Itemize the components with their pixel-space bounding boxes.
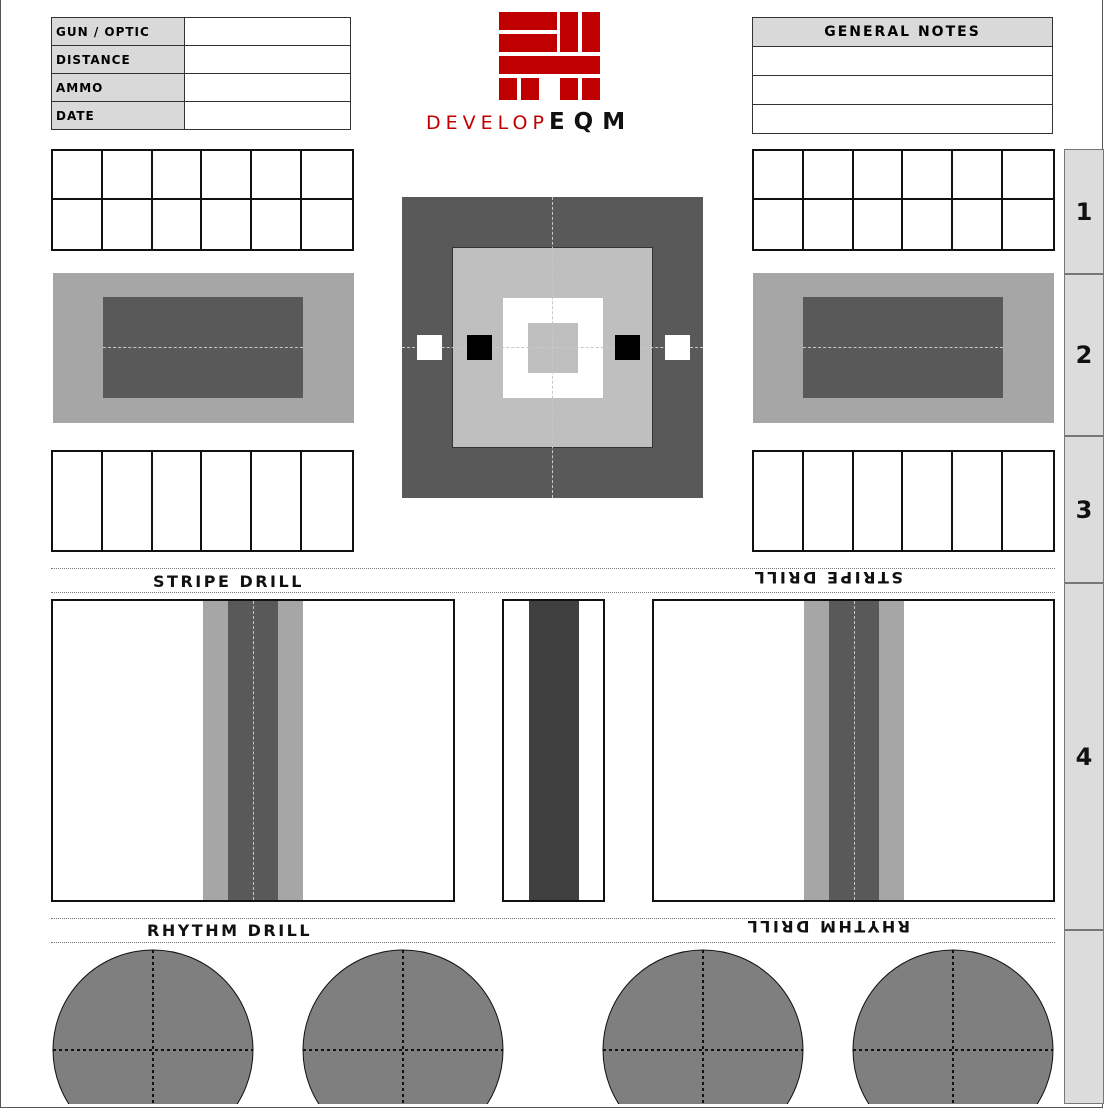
logo-wordmark	[426, 109, 634, 135]
aim-dot-outer-right	[665, 335, 690, 360]
rect-target-left	[53, 273, 354, 423]
stripe-box-center	[502, 599, 605, 902]
info-row-ammo	[52, 74, 351, 102]
info-row-gun-optic	[52, 18, 351, 46]
score-grid-right-bottom[interactable]	[752, 450, 1055, 552]
notes-line[interactable]	[753, 47, 1053, 76]
separator	[51, 942, 1055, 943]
stripe-drill-title-mirrored: STRIPE DRILL	[752, 568, 903, 587]
rhythm-circles	[0, 945, 1064, 1104]
center-square-target	[402, 197, 703, 498]
info-label-ammo: AMMO	[52, 74, 185, 102]
rhythm-target-4	[853, 950, 1053, 1104]
aim-line	[854, 601, 855, 900]
rect-target-right	[753, 273, 1054, 423]
aim-dot-inner-left	[467, 335, 492, 360]
info-row-date	[52, 102, 351, 130]
info-label-distance: DISTANCE	[52, 46, 185, 74]
distance-field[interactable]	[185, 46, 351, 74]
aim-line	[803, 347, 1003, 348]
separator	[51, 568, 1055, 569]
aim-line	[253, 601, 254, 900]
rhythm-drill-title: RHYTHM DRILL	[147, 921, 313, 940]
info-label-gun-optic: GUN / OPTIC	[52, 18, 185, 46]
general-notes-title: GENERAL NOTES	[753, 18, 1053, 47]
horizontal-aim-line	[402, 347, 703, 348]
stripe-drill-title: STRIPE DRILL	[153, 572, 304, 591]
side-tab-1[interactable]: 1	[1064, 149, 1104, 274]
stripe-box-right	[652, 599, 1055, 902]
stripe-dark	[529, 601, 579, 900]
info-label-date: DATE	[52, 102, 185, 130]
ammo-field[interactable]	[185, 74, 351, 102]
side-tab-4[interactable]: 4	[1064, 583, 1104, 930]
info-row-distance	[52, 46, 351, 74]
side-tab-5[interactable]	[1064, 930, 1104, 1104]
score-grid-right-top[interactable]	[752, 149, 1055, 251]
logo-text-develop: DEVELOP	[426, 112, 549, 134]
notes-line[interactable]	[753, 105, 1053, 134]
center-square-bullseye	[528, 323, 578, 373]
score-grid-left-bottom[interactable]	[51, 450, 354, 552]
notes-line[interactable]	[753, 76, 1053, 105]
aim-dot-outer-left	[417, 335, 442, 360]
aim-dot-inner-right	[615, 335, 640, 360]
separator	[51, 592, 1055, 593]
score-grid-left-top[interactable]	[51, 149, 354, 251]
rhythm-target-1	[53, 950, 253, 1104]
stripe-box-left	[51, 599, 455, 902]
rhythm-target-2	[303, 950, 503, 1104]
date-field[interactable]	[185, 102, 351, 130]
gun-optic-field[interactable]	[185, 18, 351, 46]
aim-line	[103, 347, 303, 348]
rhythm-drill-title-mirrored: RHYTHM DRILL	[745, 917, 911, 936]
general-notes-table	[752, 17, 1053, 134]
side-tab-3[interactable]: 3	[1064, 436, 1104, 583]
logo-text-eqm: EQM	[548, 109, 635, 135]
info-table	[51, 17, 351, 130]
developeqm-logo	[420, 12, 684, 137]
side-tab-2[interactable]: 2	[1064, 274, 1104, 436]
rhythm-target-3	[603, 950, 803, 1104]
